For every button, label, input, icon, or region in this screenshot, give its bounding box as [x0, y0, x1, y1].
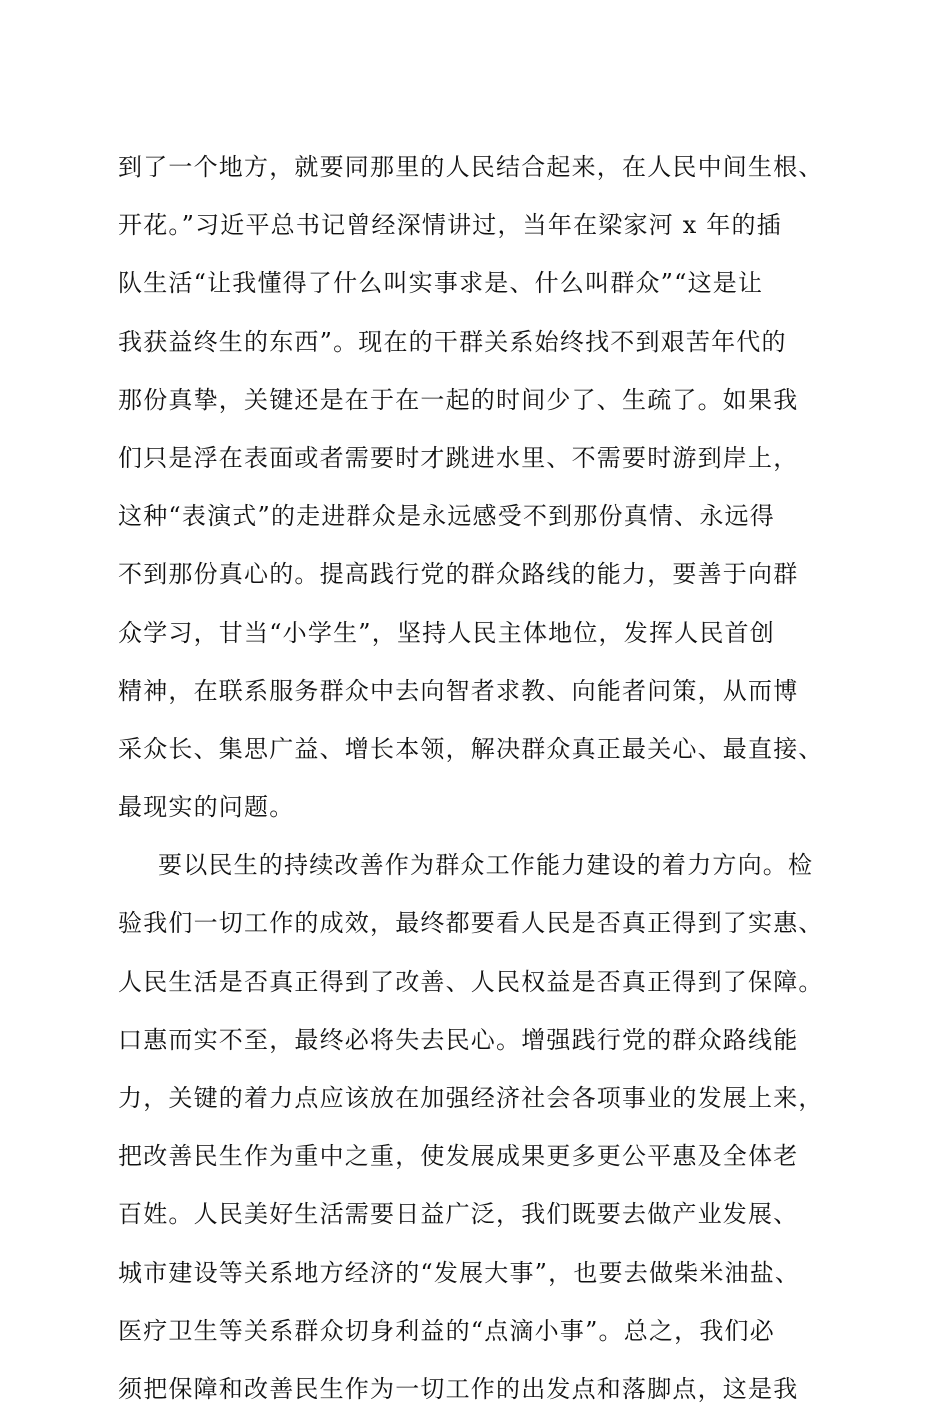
text-line: 须把保障和改善民生作为一切工作的出发点和落脚点，这是我	[118, 1374, 799, 1403]
text-line: 医疗卫生等关系群众切身利益的“点滴小事”。总之，我们必	[118, 1316, 775, 1345]
text-line: 百姓。人民美好生活需要日益广泛，我们既要去做产业发展、	[118, 1200, 799, 1229]
text-line: 众学习，甘当“小学生”，坚持人民主体地位，发挥人民首创	[118, 618, 775, 647]
paragraph-start-line: 要以民生的持续改善作为群众工作能力建设的着力方向。检	[158, 851, 814, 880]
text-line: 力，关键的着力点应该放在加强经济社会各项事业的发展上来，	[118, 1084, 824, 1112]
text-line: 口惠而实不至，最终必将失去民心。增强践行党的群众路线能	[118, 1025, 799, 1054]
text-line: 们只是浮在表面或者需要时才跳进水里、不需要时游到岸上，	[118, 443, 799, 472]
text-line: 人民生活是否真正得到了改善、人民权益是否真正得到了保障。	[118, 967, 824, 996]
text-line: 精神，在联系服务群众中去向智者求教、向能者问策，从而博	[118, 676, 799, 705]
text-line: 到了一个地方，就要同那里的人民结合起来，在人民中间生根、	[118, 153, 824, 181]
text-line: 采众长、集思广益、增长本领，解决群众真正最关心、最直接、	[118, 734, 824, 763]
text-line: 那份真挚，关键还是在于在一起的时间少了、生疏了。如果我	[118, 385, 799, 414]
text-line: 这种“表演式”的走进群众是永远感受不到那份真情、永远得	[118, 502, 775, 531]
text-line: 验我们一切工作的成效，最终都要看人民是否真正得到了实惠、	[118, 909, 824, 938]
text-line: 最现实的问题。	[118, 793, 295, 822]
text-line: 我获益终生的东西”。现在的干群关系始终找不到艰苦年代的	[118, 327, 787, 356]
body-text	[118, 138, 848, 1418]
text-line: 城市建设等关系地方经济的“发展大事”，也要去做柴米油盐、	[118, 1258, 801, 1287]
text-line: 开花。”习近平总书记曾经深情讲过，当年在梁家河 x 年的插	[118, 211, 782, 240]
text-line: 不到那份真心的。提高践行党的群众路线的能力，要善于向群	[118, 560, 799, 589]
text-line: 队生活“让我懂得了什么叫实事求是、什么叫群众”“这是让	[118, 269, 764, 298]
text-line: 把改善民生作为重中之重，使发展成果更多更公平惠及全体老	[118, 1142, 799, 1171]
